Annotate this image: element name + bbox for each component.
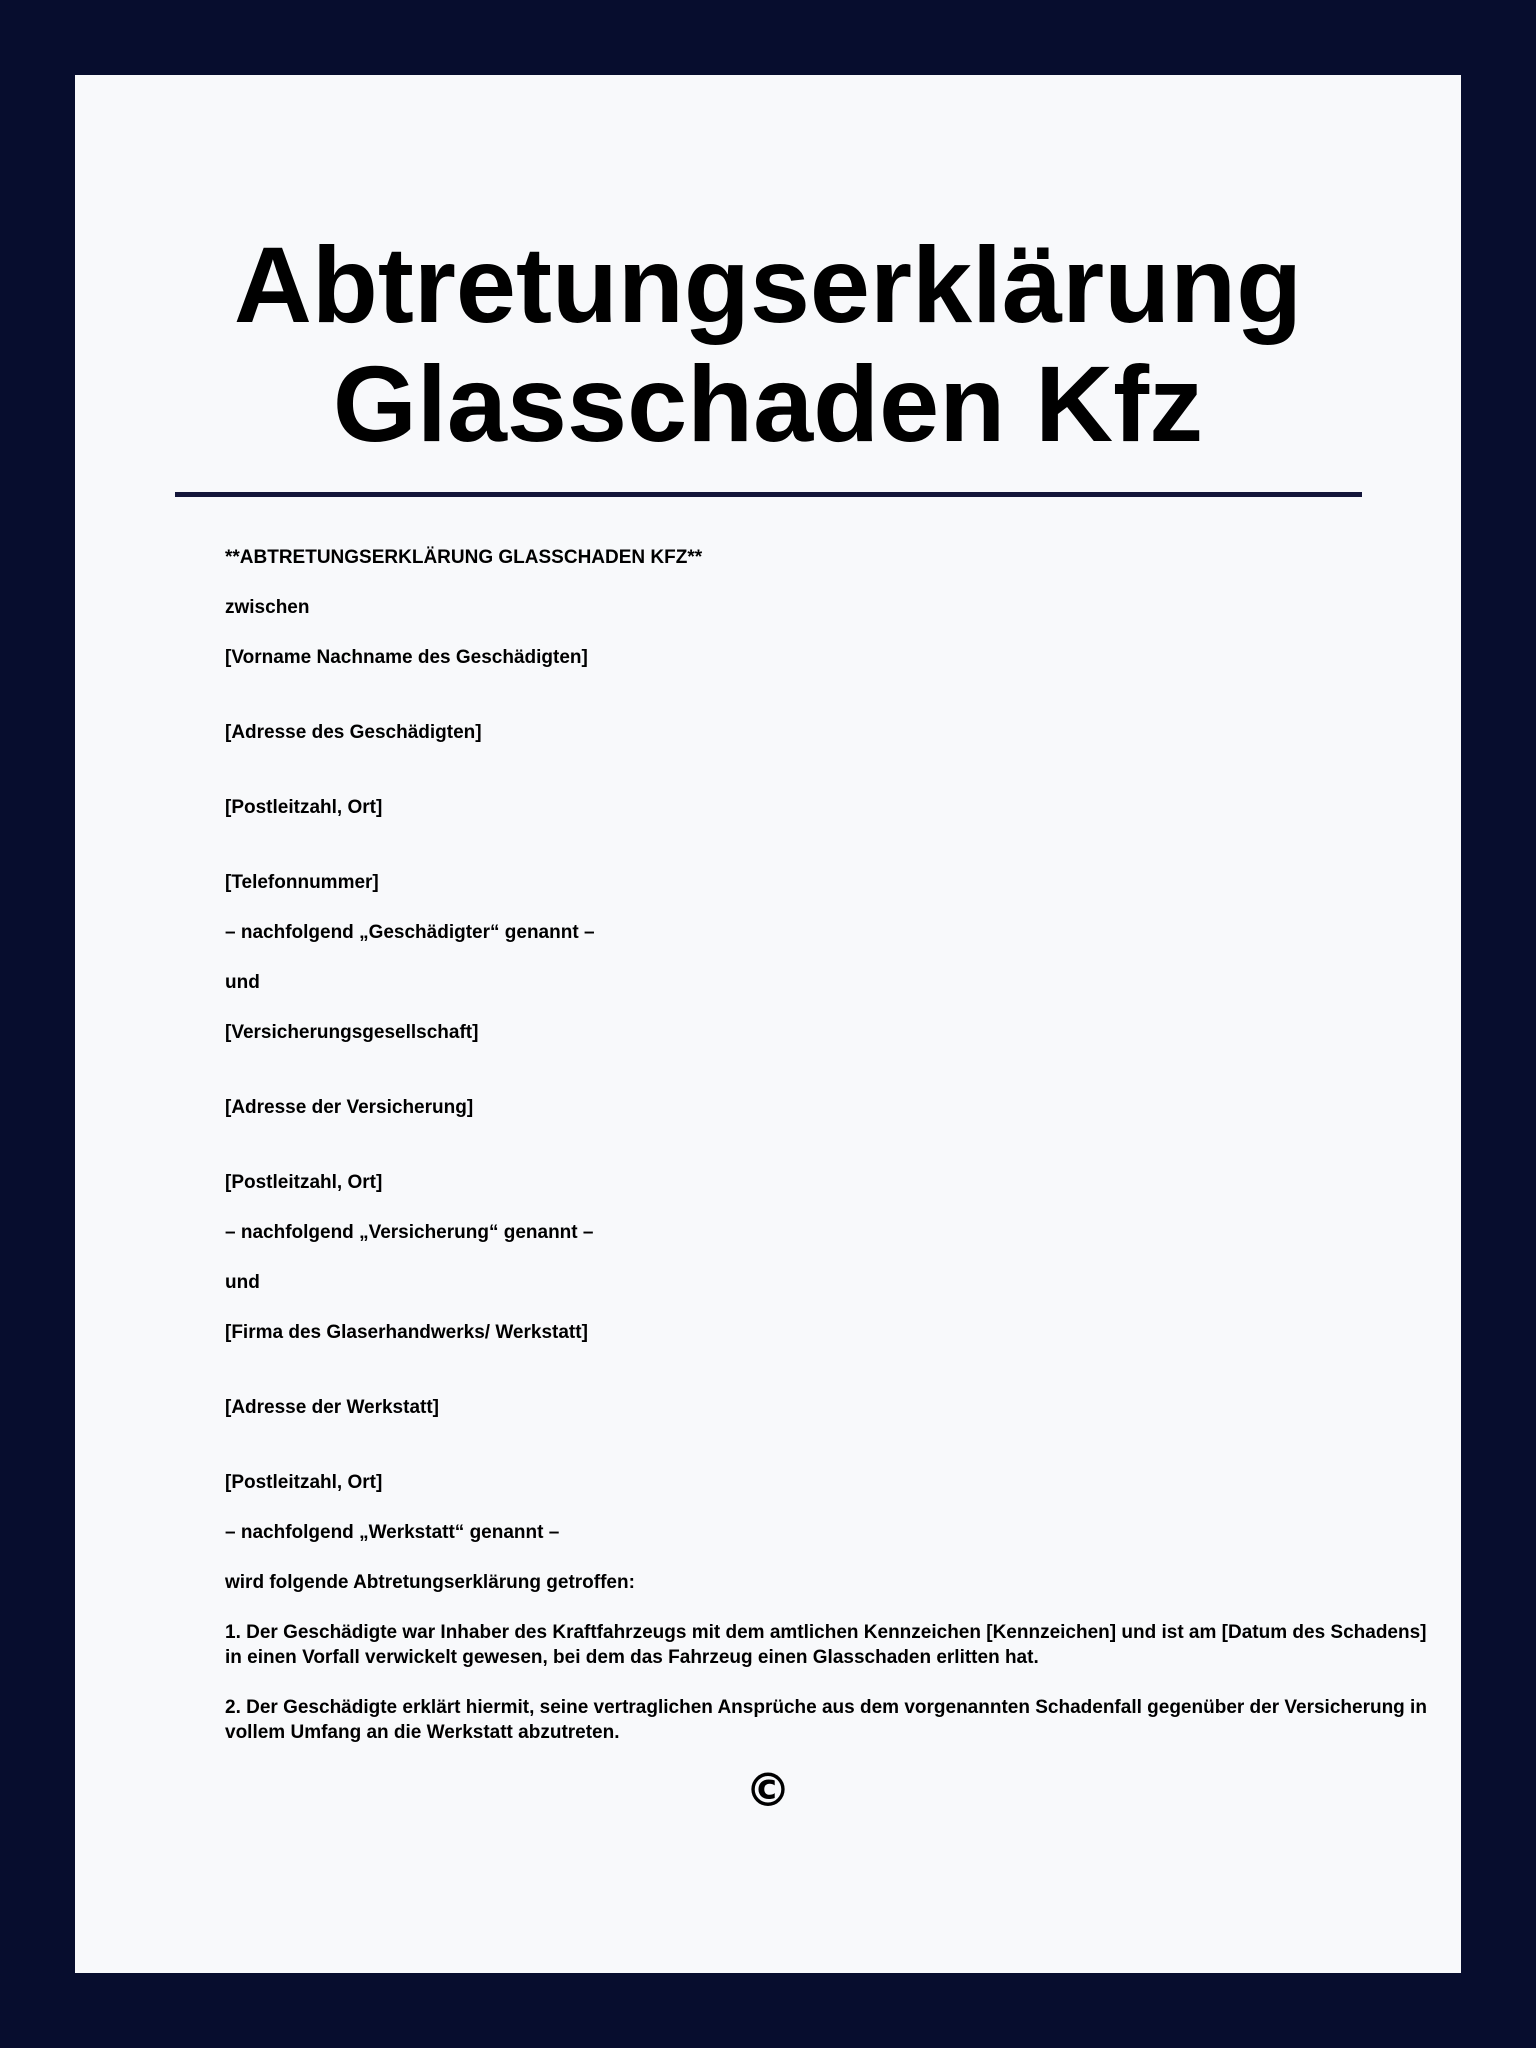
paragraph-claimant-phone: [Telefonnummer]: [225, 872, 379, 893]
paragraph-clause-2: 2. Der Geschädigte erklärt hiermit, seine vertraglichen Ansprüche aus dem vorgenannten Schadenfall gegenüber der Versicherung in vollem Umfang an die Werkstatt abzutreten.: [225, 1697, 1427, 1743]
title-divider: [175, 492, 1362, 497]
title-line-2: Glasschaden Kfz: [332, 343, 1204, 464]
title-line-1: Abtretungserklärung: [233, 224, 1303, 345]
paragraph-zwischen: zwischen: [225, 597, 310, 618]
paragraph-insurer-address: [Adresse der Versicherung]: [225, 1097, 474, 1118]
paragraph-claimant-postcode: [Postleitzahl, Ort]: [225, 797, 383, 818]
paragraph-agreement-intro: wird folgende Abtretungserklärung getroffen:: [225, 1572, 635, 1593]
paragraph-workshop-designation: – nachfolgend „Werkstatt“ genannt –: [225, 1522, 560, 1543]
document-title: [75, 225, 1461, 463]
paragraph-workshop-address: [Adresse der Werkstatt]: [225, 1397, 440, 1418]
paragraph-claimant-name: [Vorname Nachname des Geschädigten]: [225, 647, 588, 668]
paragraph-und-1: und: [225, 972, 260, 993]
paragraph-insurer-postcode: [Postleitzahl, Ort]: [225, 1172, 383, 1193]
paragraph-workshop-postcode: [Postleitzahl, Ort]: [225, 1472, 383, 1493]
paragraph-claimant-address: [Adresse des Geschädigten]: [225, 722, 482, 743]
paragraph-und-2: und: [225, 1272, 260, 1293]
paragraph-claimant-designation: – nachfolgend „Geschädigter“ genannt –: [225, 922, 595, 943]
copyright-icon: ©: [745, 1763, 791, 1817]
document-heading: **ABTRETUNGSERKLÄRUNG GLASSCHADEN KFZ**: [225, 547, 703, 568]
paragraph-workshop-name: [Firma des Glaserhandwerks/ Werkstatt]: [225, 1322, 588, 1343]
paragraph-insurer-designation: – nachfolgend „Versicherung“ genannt –: [225, 1222, 594, 1243]
document-page: [75, 75, 1461, 1973]
paragraph-insurer-name: [Versicherungsgesellschaft]: [225, 1022, 479, 1043]
paragraph-clause-1: 1. Der Geschädigte war Inhaber des Kraftfahrzeugs mit dem amtlichen Kennzeichen [Kennzeichen] und ist am [Datum des Schadens] in einen Vorfall verwickelt gewesen, bei dem das Fahrzeug einen Glasschaden erlitten hat.: [225, 1622, 1427, 1668]
